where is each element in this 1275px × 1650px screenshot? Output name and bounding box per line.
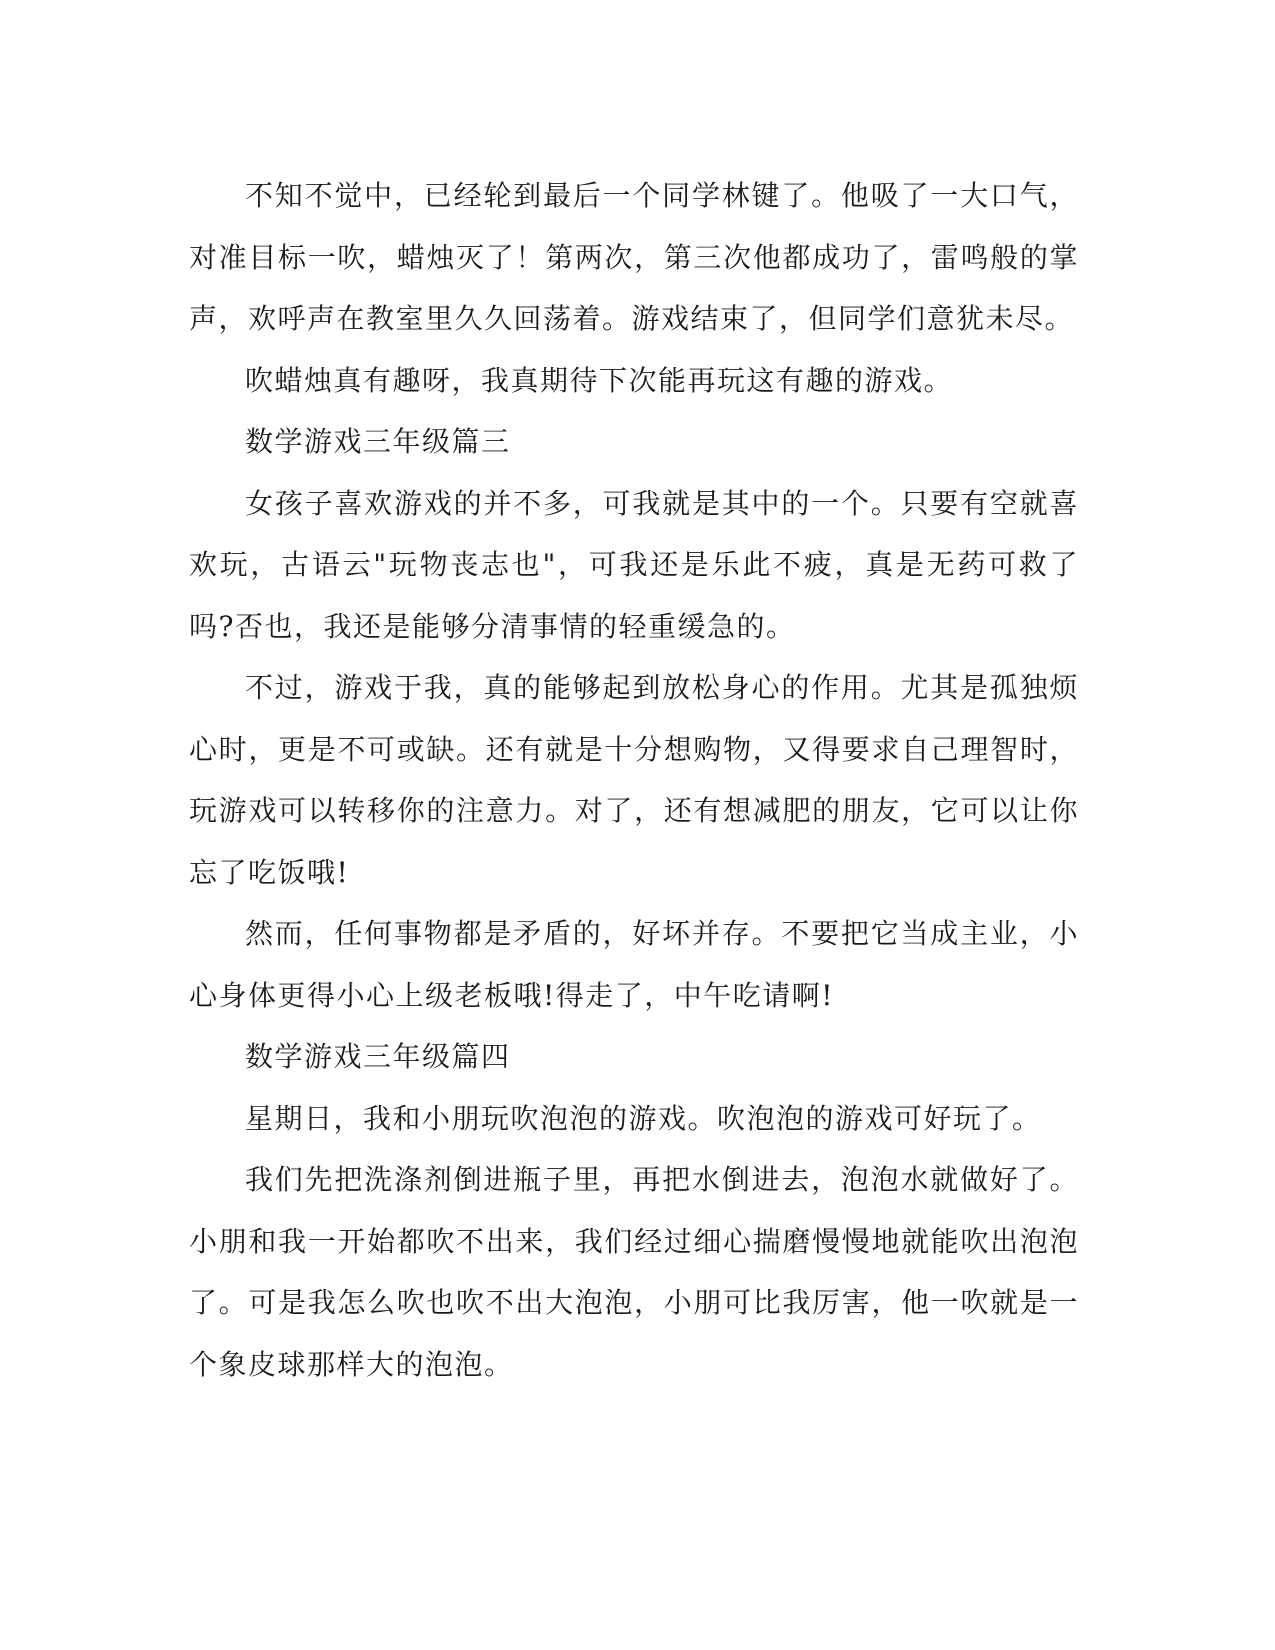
section-heading-part-four: 数学游戏三年级篇四 — [245, 1040, 511, 1073]
paragraph-candle-conclusion: 吹蜡烛真有趣呀，我真期待下次能再玩这有趣的游戏。 — [245, 363, 954, 397]
paragraph-candle-last-student: 不知不觉中，已经轮到最后一个同学林键了。他吸了一大口气，对准目标一吹，蜡烛灭了！第两次，第三次他都成功了，雷鸣般的掌声，欢呼声在教室里久久回荡着。游戏结束了，但同学们意犹未尽。 — [189, 179, 1079, 335]
document-body — [189, 165, 1079, 1395]
paragraph-bubbles-making: 我们先把洗涤剂倒进瓶子里，再把水倒进去，泡泡水就做好了。小朋和我一开始都吹不出来，我们经过细心揣磨慢慢地就能吹出泡泡了。可是我怎么吹也吹不出大泡泡，小朋可比我厉害，他一吹就是一个象皮球那样大的泡泡。 — [189, 1163, 1079, 1381]
paragraph-girls-games: 女孩子喜欢游戏的并不多，可我就是其中的一个。只要有空就喜欢玩，古语云"玩物丧志也"，可我还是乐此不疲，真是无药可救了吗?否也，我还是能够分清事情的轻重缓急的。 — [189, 486, 1079, 643]
paragraph-bubbles-intro: 星期日，我和小朋玩吹泡泡的游戏。吹泡泡的游戏可好玩了。 — [245, 1101, 1042, 1135]
paragraph-games-balance: 然而，任何事物都是矛盾的，好坏并存。不要把它当成主业，小心身体更得小心上级老板哦!得走了，中午吃请啊! — [189, 917, 1079, 1012]
paragraph-games-relax: 不过，游戏于我，真的能够起到放松身心的作用。尤其是孤独烦心时，更是不可或缺。还有就是十分想购物，又得要求自己理智时，玩游戏可以转移你的注意力。对了，还有想减肥的朋友，它可以让你忘了吃饭哦! — [189, 671, 1079, 889]
section-heading-part-three: 数学游戏三年级篇三 — [245, 425, 511, 458]
